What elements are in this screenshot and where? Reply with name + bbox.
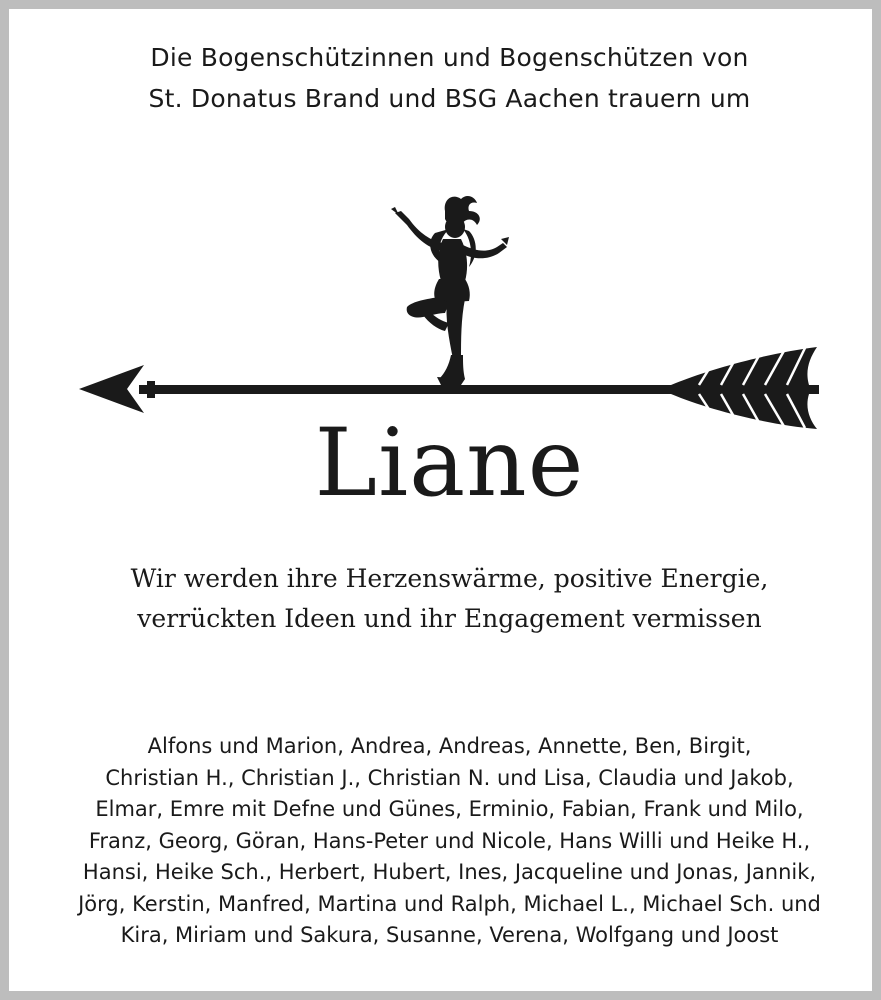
signatories-list bbox=[9, 731, 881, 952]
signatories-line: Alfons und Marion, Andrea, Andreas, Annette, Ben, Birgit, bbox=[147, 734, 752, 758]
tribute-line-2: verrückten Ideen und ihr Engagement vermissen bbox=[137, 604, 762, 633]
deceased-name: Liane bbox=[314, 409, 585, 518]
signatories-line: Elmar, Emre mit Defne und Günes, Erminio, Fabian, Frank und Milo, bbox=[95, 797, 804, 821]
emblem bbox=[9, 189, 881, 429]
tribute-text bbox=[9, 559, 881, 639]
signatories-line: Kira, Miriam und Sakura, Susanne, Verena, Wolfgang und Joost bbox=[120, 923, 779, 947]
signatories-line: Christian H., Christian J., Christian N. und Lisa, Claudia und Jakob, bbox=[105, 765, 794, 790]
jester-silhouette-icon bbox=[391, 196, 509, 385]
signatories-line: Jörg, Kerstin, Manfred, Martina und Ralph, Michael L., Michael Sch. und bbox=[78, 891, 821, 916]
intro-text bbox=[9, 37, 881, 119]
intro-line-1: Die Bogenschützinnen und Bogenschützen von bbox=[150, 43, 749, 72]
signatories-line: Franz, Georg, Göran, Hans-Peter und Nicole, Hans Willi und Heike H., bbox=[88, 828, 811, 853]
tribute-line-1: Wir werden ihre Herzenswärme, positive Energie, bbox=[130, 564, 769, 593]
intro-line-2: St. Donatus Brand und BSG Aachen trauern um bbox=[148, 84, 751, 113]
signatories-line: Hansi, Heike Sch., Herbert, Hubert, Ines, Jacqueline und Jonas, Jannik, bbox=[82, 860, 817, 884]
